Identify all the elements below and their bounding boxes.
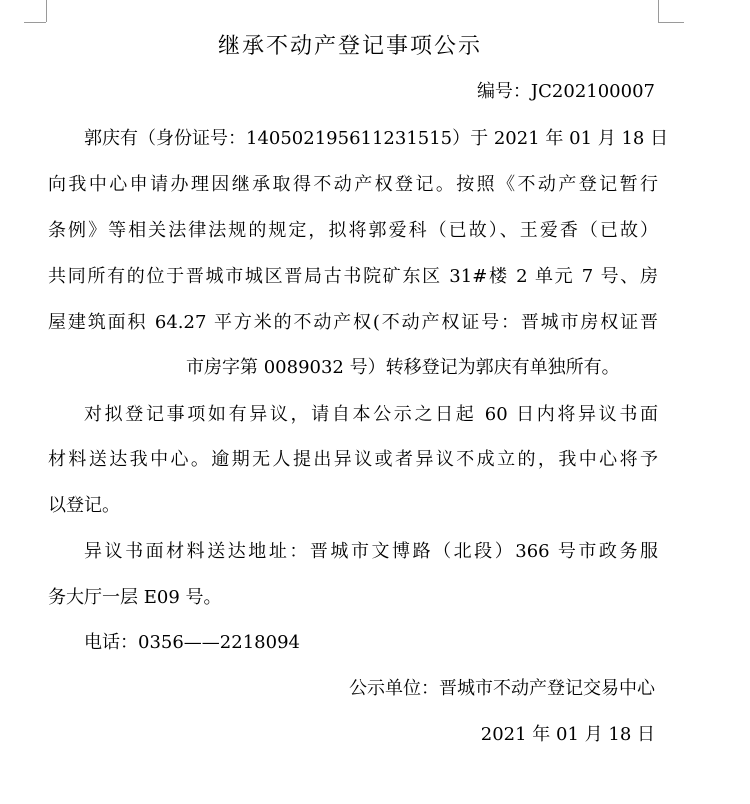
crop-mark-top-left-vertical (46, 0, 47, 22)
date-line: 2021 年 01 月 18 日 (480, 724, 655, 745)
address-line: 异议书面材料送达地址：晋城市文博路（北段）366 号市政务服 (84, 541, 658, 562)
objection-line: 以登记。 (48, 495, 120, 516)
phone-line: 电话：0356——2218094 (84, 632, 300, 653)
body-line: 市房字第 0089032 号）转移登记为郭庆有单独所有。 (186, 357, 620, 378)
crop-mark-top-left-horizontal (24, 22, 46, 23)
body-line: 郭庆有（身份证号：140502195611231515）于 2021 年 01 月 18 日 (84, 128, 669, 149)
address-line: 务大厅一层 E09 号。 (48, 587, 222, 608)
document-title: 继承不动产登记事项公示 (217, 34, 482, 59)
body-line: 条例》等相关法律法规的规定，拟将郭爱科（已故）、王爱香（已故） (48, 220, 658, 241)
issuer-line: 公示单位：晋城市不动产登记交易中心 (349, 678, 655, 699)
objection-line: 材料送达我中心。逾期无人提出异议或者异议不成立的，我中心将予 (48, 449, 658, 470)
objection-line: 对拟登记事项如有异议，请自本公示之日起 60 日内将异议书面 (84, 404, 658, 425)
body-line: 向我中心申请办理因继承取得不动产权登记。按照《不动产登记暂行 (48, 174, 658, 195)
body-line: 共同所有的位于晋城市城区晋局古书院矿东区 31#楼 2 单元 7 号、房 (48, 266, 658, 287)
crop-mark-top-right-vertical (658, 0, 659, 22)
body-line: 屋建筑面积 64.27 平方米的不动产权(不动产权证号：晋城市房权证晋 (48, 312, 658, 333)
crop-mark-top-right-horizontal (658, 22, 684, 23)
document-number: 编号：JC202100007 (476, 81, 655, 102)
